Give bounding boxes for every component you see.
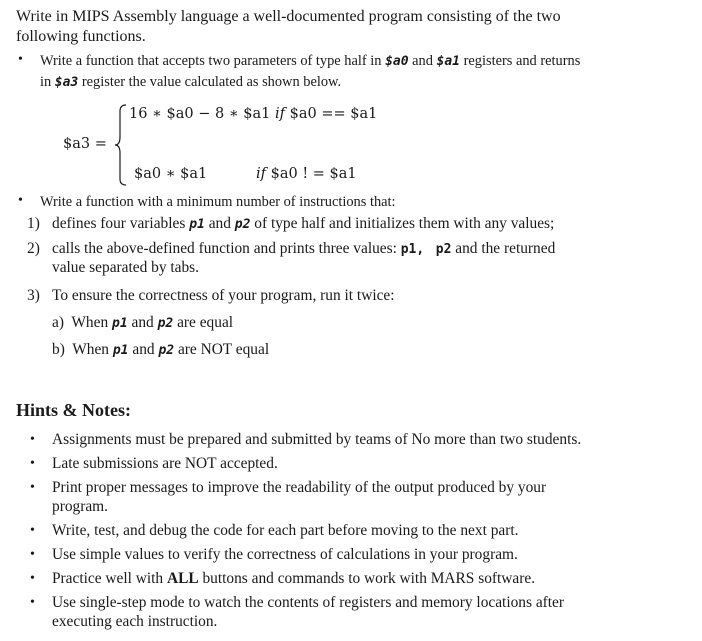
brace-icon: [114, 103, 128, 187]
list-number-2: 2): [27, 240, 40, 257]
hint-3: Print proper messages to improve the readability of the output produced by your: [52, 479, 547, 496]
hint-7: Use single-step mode to watch the contents of registers and memory locations after: [52, 594, 565, 611]
var-p1: p1: [112, 316, 128, 331]
var-p2: p2: [435, 242, 452, 257]
var-p1: p1: [112, 343, 129, 358]
sub-a-text-2: are equal: [173, 314, 234, 331]
task1-text-4: register the value calculated as shown below.: [78, 74, 342, 90]
hint-6: [52, 570, 535, 588]
bullet-icon: •: [30, 456, 35, 471]
task2-item-3: To ensure the correctness of your program, run it twice:: [52, 287, 395, 304]
hint-1: Assignments must be prepared and submitted by teams of No more than two students.: [52, 431, 582, 448]
bullet-icon: •: [18, 193, 23, 208]
intro-line-1: Write in MIPS Assembly language a well-documented program consisting of the two: [16, 8, 561, 25]
bullet-icon: •: [30, 571, 35, 586]
bullet-icon: •: [30, 595, 35, 610]
task2-item-2-line-2: value separated by tabs.: [52, 259, 200, 276]
bullet-icon: •: [30, 547, 35, 562]
sub-b-text-2: are NOT equal: [174, 341, 270, 358]
reg-a1: $a1: [436, 54, 461, 69]
sub-item-b: [52, 341, 269, 359]
case1-condition: $a0 == $a1: [289, 106, 378, 122]
hint6-text-2: buttons and commands to work with MARS software.: [198, 570, 536, 587]
case2-if: if: [256, 166, 267, 182]
formula-case-1: [129, 106, 377, 122]
hint-2: Late submissions are NOT accepted.: [52, 455, 278, 472]
var-p1: p1,: [400, 242, 425, 257]
sub-b-and: and: [128, 341, 159, 358]
item1-and: and: [204, 215, 235, 232]
sub-b-label: b): [52, 341, 65, 358]
item1-text-2: of type half and initializes them with any values;: [250, 215, 555, 232]
sub-b-text: When: [72, 341, 113, 358]
var-p2: p2: [157, 316, 174, 331]
formula-case-2-cond: [256, 166, 357, 182]
case1-if: if: [275, 106, 286, 122]
sub-a-and: and: [127, 314, 158, 331]
var-p2: p2: [234, 217, 251, 232]
item1-text: defines four variables: [52, 215, 190, 232]
task1-line-1: [40, 53, 580, 70]
hint6-all: ALL: [166, 570, 199, 587]
reg-a0: $a0: [385, 54, 409, 69]
task1-text-2: registers and returns: [460, 53, 581, 69]
list-number-1: 1): [27, 215, 40, 232]
var-p2: p2: [158, 343, 175, 358]
bullet-icon: •: [30, 523, 35, 538]
bullet-icon: •: [18, 52, 23, 67]
hints-heading: Hints & Notes:: [16, 400, 131, 420]
bullet-icon: •: [30, 432, 35, 447]
hint-5: Use simple values to verify the correctness of calculations in your program.: [52, 546, 518, 563]
task2-item-2: [52, 240, 555, 258]
hint-7-line-2: executing each instruction.: [52, 613, 218, 630]
hint-3-line-2: program.: [52, 498, 108, 515]
task1-line-2: [40, 74, 341, 91]
case1-expression: 16 ∗ $a0 − 8 ∗ $a1: [129, 106, 271, 122]
formula-lhs: $a3 =: [63, 136, 107, 152]
reg-a3: $a3: [54, 75, 79, 90]
task1-and: and: [408, 53, 437, 69]
sub-a-label: a): [52, 314, 64, 331]
var-p1: p1: [189, 217, 205, 232]
task1-text: Write a function that accepts two parameters of type half in: [40, 53, 386, 69]
sub-a-text: When: [71, 314, 112, 331]
case2-condition: $a0 ! = $a1: [270, 166, 357, 182]
formula-case-2-expr: $a0 ∗ $a1: [134, 166, 208, 182]
intro-line-2: following functions.: [16, 28, 146, 45]
hint6-text: Practice well with: [52, 570, 167, 587]
item2-text: calls the above-defined function and prints three values:: [52, 240, 401, 257]
task2-item-1: [52, 215, 554, 233]
task1-text-3: in: [40, 74, 55, 90]
hint-4: Write, test, and debug the code for each part before moving to the next part.: [52, 522, 519, 539]
task2-text: Write a function with a minimum number of instructions that:: [40, 194, 396, 210]
sub-item-a: [52, 314, 233, 332]
list-number-3: 3): [27, 287, 40, 304]
item2-text-2: and the returned: [451, 240, 556, 257]
bullet-icon: •: [30, 480, 35, 495]
